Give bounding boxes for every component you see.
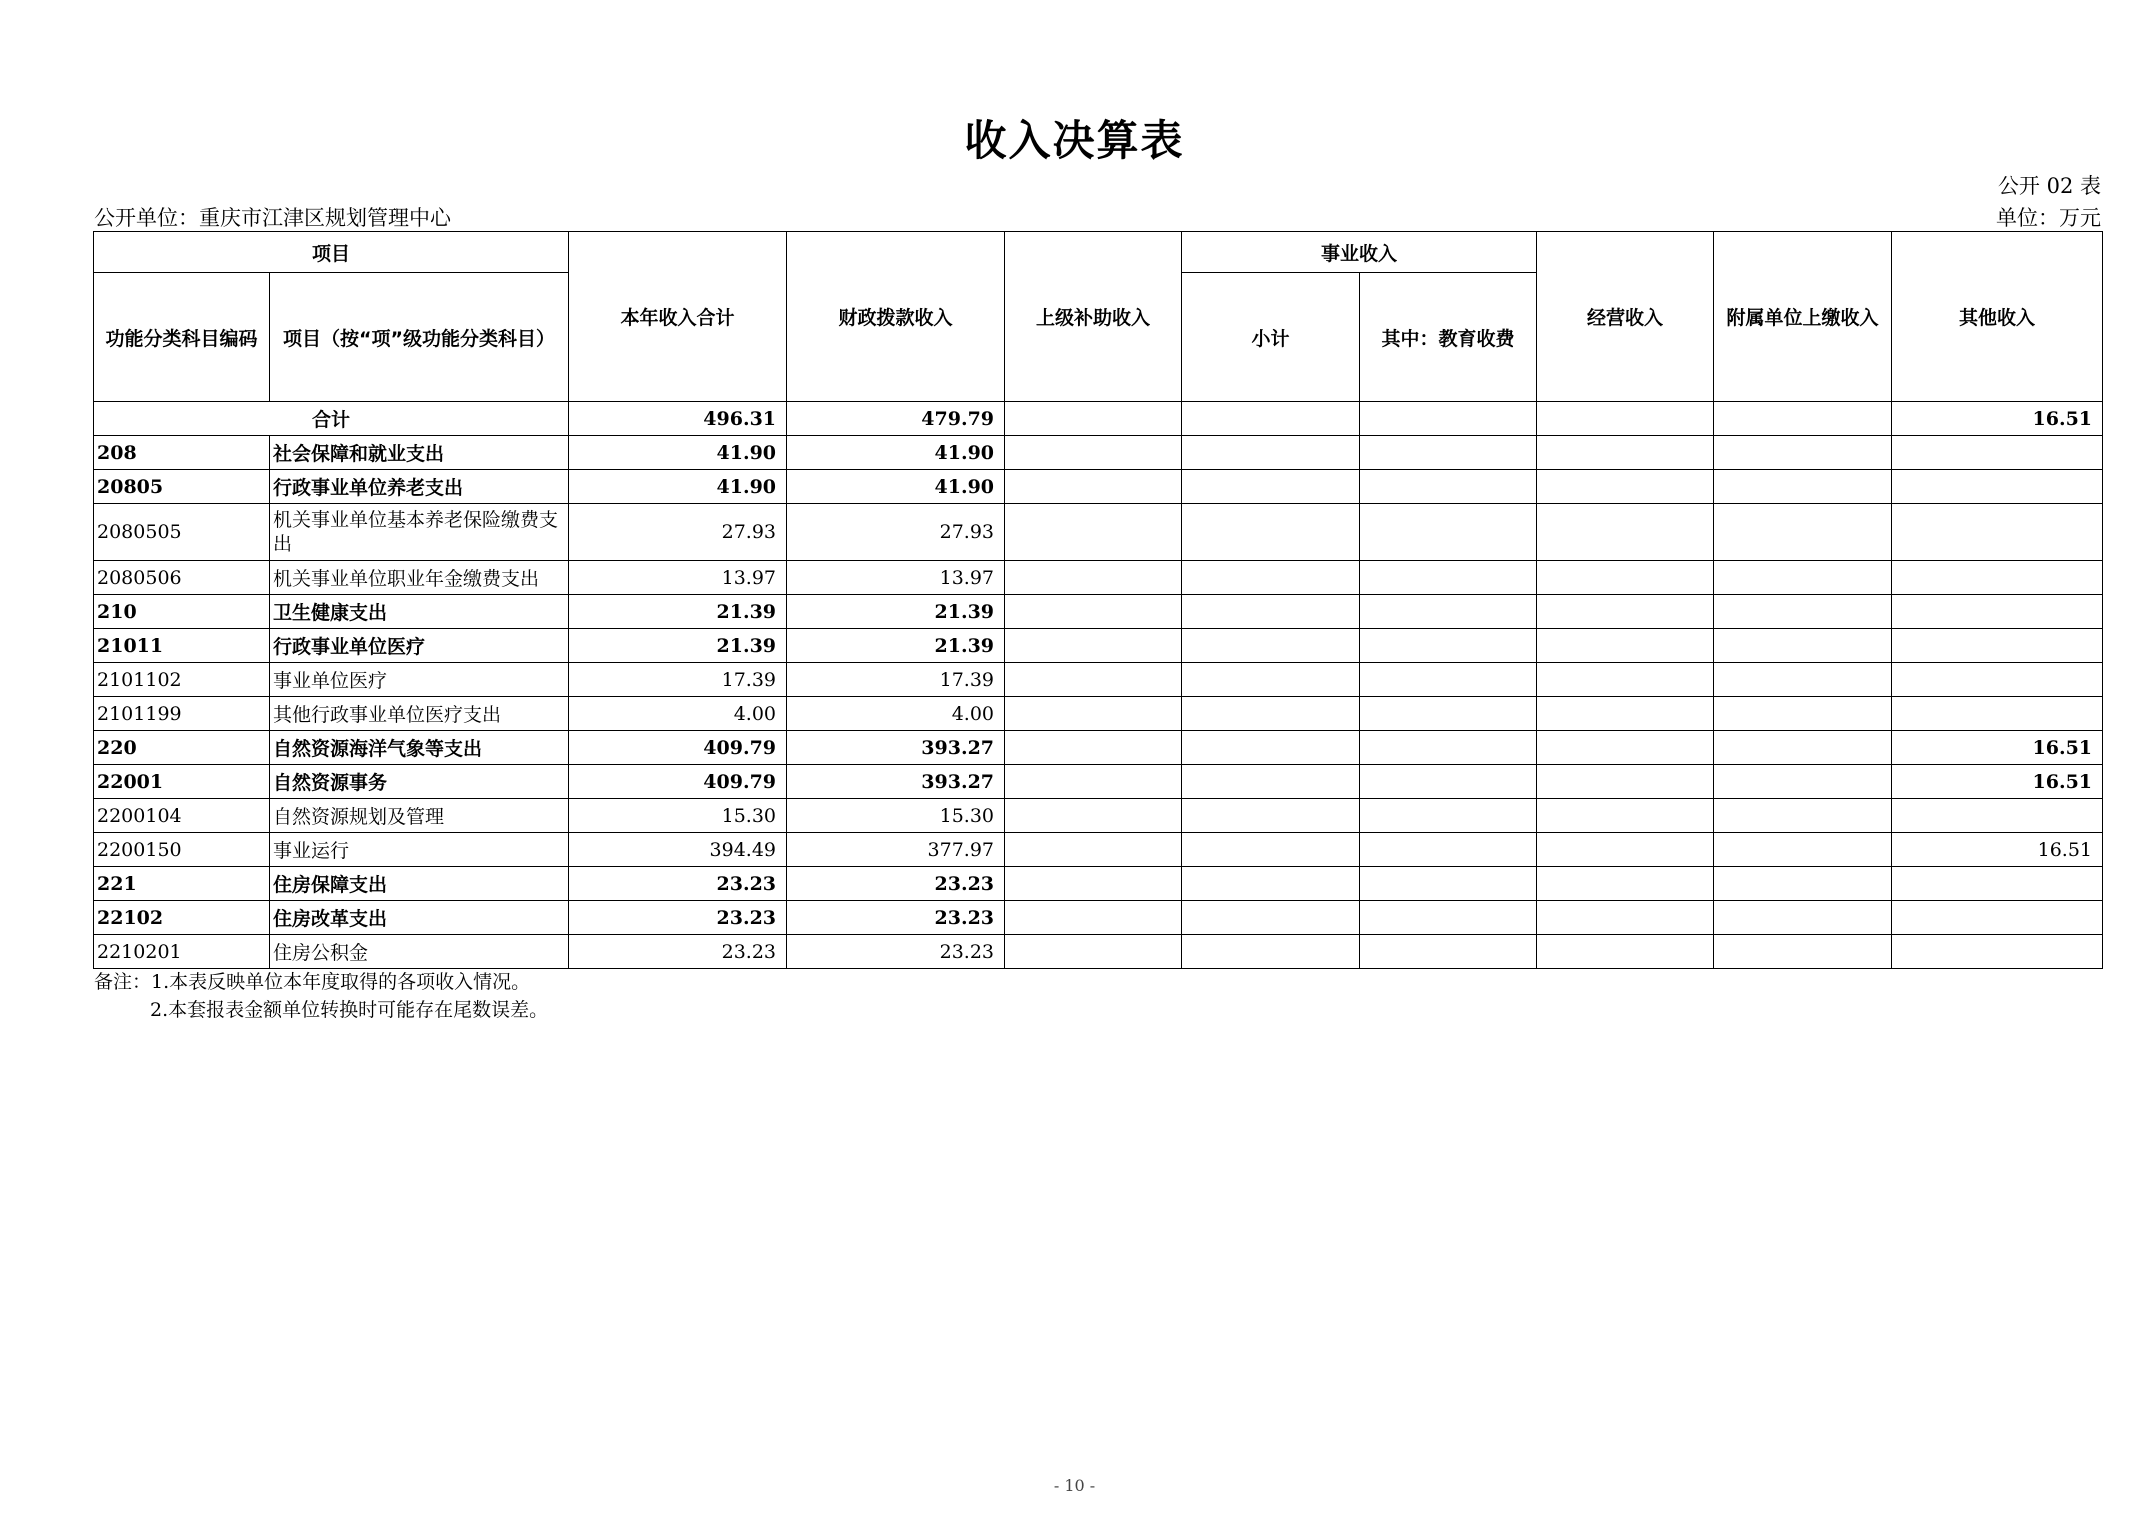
header-superior: 上级补助收入 [1005,232,1182,402]
notes [94,968,548,1024]
row-code: 20805 [94,470,270,504]
row-education [1360,799,1537,833]
table-row [94,629,2103,663]
row-code: 210 [94,595,270,629]
row-education [1360,867,1537,901]
row-fiscal: 23.23 [787,867,1005,901]
row-affiliated [1714,663,1892,697]
currency-unit: 单位：万元 [1996,206,2101,230]
header-affiliated: 附属单位上缴收入 [1714,232,1892,402]
table-row [94,470,2103,504]
row-total: 23.23 [569,867,787,901]
header-total: 本年收入合计 [569,232,787,402]
total-row [94,402,2103,436]
note-line-2: 2.本套报表金额单位转换时可能存在尾数误差。 [150,999,549,1021]
header-name: 项目（按“项”级功能分类科目） [270,273,569,402]
row-name: 其他行政事业单位医疗支出 [270,697,569,731]
header-code: 功能分类科目编码 [94,273,270,402]
row-operating [1537,901,1714,935]
row-operating [1537,833,1714,867]
row-total: 13.97 [569,561,787,595]
row-operating [1537,663,1714,697]
row-subtotal [1182,799,1360,833]
total-total: 496.31 [569,402,787,436]
row-other [1892,436,2103,470]
row-superior [1005,697,1182,731]
row-fiscal: 13.97 [787,561,1005,595]
row-fiscal: 393.27 [787,731,1005,765]
row-superior [1005,765,1182,799]
row-superior [1005,663,1182,697]
row-subtotal [1182,470,1360,504]
row-superior [1005,935,1182,969]
row-total: 17.39 [569,663,787,697]
row-other [1892,595,2103,629]
row-subtotal [1182,436,1360,470]
row-code: 22001 [94,765,270,799]
row-affiliated [1714,935,1892,969]
row-operating [1537,470,1714,504]
row-education [1360,561,1537,595]
row-fiscal: 21.39 [787,595,1005,629]
row-superior [1005,867,1182,901]
row-fiscal: 23.23 [787,901,1005,935]
row-code: 21011 [94,629,270,663]
row-code: 22102 [94,901,270,935]
row-other [1892,663,2103,697]
table-row [94,935,2103,969]
row-name: 自然资源事务 [270,765,569,799]
row-other [1892,697,2103,731]
row-name: 事业单位医疗 [270,663,569,697]
header-operating: 经营收入 [1537,232,1714,402]
row-operating [1537,436,1714,470]
row-total: 15.30 [569,799,787,833]
row-operating [1537,765,1714,799]
row-name: 行政事业单位养老支出 [270,470,569,504]
row-code: 2200150 [94,833,270,867]
row-name: 自然资源规划及管理 [270,799,569,833]
reporting-unit: 公开单位：重庆市江津区规划管理中心 [94,206,451,230]
row-other: 16.51 [1892,833,2103,867]
row-superior [1005,595,1182,629]
row-education [1360,436,1537,470]
row-affiliated [1714,901,1892,935]
row-name: 住房公积金 [270,935,569,969]
row-affiliated [1714,436,1892,470]
row-affiliated [1714,697,1892,731]
row-education [1360,731,1537,765]
header-business: 事业收入 [1182,232,1537,273]
header-fiscal: 财政拨款收入 [787,232,1005,402]
row-affiliated [1714,799,1892,833]
row-total: 27.93 [569,504,787,561]
row-code: 2210201 [94,935,270,969]
total-superior [1005,402,1182,436]
row-name: 机关事业单位职业年金缴费支出 [270,561,569,595]
row-operating [1537,935,1714,969]
form-number: 公开 02 表 [1997,174,2101,198]
row-education [1360,629,1537,663]
row-superior [1005,799,1182,833]
row-operating [1537,799,1714,833]
row-fiscal: 377.97 [787,833,1005,867]
row-affiliated [1714,867,1892,901]
row-name: 机关事业单位基本养老保险缴费支出 [270,504,569,561]
row-fiscal: 17.39 [787,663,1005,697]
row-education [1360,697,1537,731]
table-row [94,561,2103,595]
row-total: 409.79 [569,765,787,799]
row-superior [1005,470,1182,504]
row-superior [1005,833,1182,867]
row-affiliated [1714,629,1892,663]
row-total: 23.23 [569,935,787,969]
row-total: 409.79 [569,731,787,765]
total-subtotal [1182,402,1360,436]
row-superior [1005,436,1182,470]
row-code: 208 [94,436,270,470]
row-total: 23.23 [569,901,787,935]
row-education [1360,663,1537,697]
row-subtotal [1182,504,1360,561]
row-operating [1537,595,1714,629]
row-affiliated [1714,765,1892,799]
row-code: 2101102 [94,663,270,697]
row-subtotal [1182,663,1360,697]
row-operating [1537,561,1714,595]
row-operating [1537,697,1714,731]
row-subtotal [1182,901,1360,935]
row-superior [1005,561,1182,595]
row-subtotal [1182,731,1360,765]
total-education [1360,402,1537,436]
row-name: 行政事业单位医疗 [270,629,569,663]
row-education [1360,833,1537,867]
row-affiliated [1714,731,1892,765]
total-affiliated [1714,402,1892,436]
table-row [94,765,2103,799]
row-total: 394.49 [569,833,787,867]
row-affiliated [1714,561,1892,595]
row-name: 事业运行 [270,833,569,867]
table-row [94,799,2103,833]
row-superior [1005,731,1182,765]
row-total: 41.90 [569,470,787,504]
total-operating [1537,402,1714,436]
row-fiscal: 27.93 [787,504,1005,561]
row-subtotal [1182,935,1360,969]
row-total: 21.39 [569,629,787,663]
note-line-1: 备注：1.本表反映单位本年度取得的各项收入情况。 [94,971,531,993]
row-other [1892,901,2103,935]
row-other: 16.51 [1892,765,2103,799]
header-item: 项目 [94,232,569,273]
row-fiscal: 41.90 [787,436,1005,470]
row-other [1892,867,2103,901]
row-code: 2101199 [94,697,270,731]
row-education [1360,595,1537,629]
row-fiscal: 4.00 [787,697,1005,731]
row-subtotal [1182,629,1360,663]
table-row [94,901,2103,935]
row-name: 住房改革支出 [270,901,569,935]
row-education [1360,935,1537,969]
row-other [1892,561,2103,595]
row-other [1892,504,2103,561]
page-number: - 10 - [1053,1476,1096,1495]
row-education [1360,765,1537,799]
row-superior [1005,504,1182,561]
table-row [94,833,2103,867]
row-subtotal [1182,595,1360,629]
row-affiliated [1714,833,1892,867]
total-other: 16.51 [1892,402,2103,436]
row-operating [1537,731,1714,765]
row-subtotal [1182,561,1360,595]
table-row [94,697,2103,731]
header-subtotal: 小计 [1182,273,1360,402]
row-fiscal: 15.30 [787,799,1005,833]
total-label: 合计 [94,402,569,436]
row-education [1360,901,1537,935]
row-code: 2200104 [94,799,270,833]
header-education: 其中：教育收费 [1360,273,1537,402]
row-subtotal [1182,833,1360,867]
row-operating [1537,504,1714,561]
row-total: 41.90 [569,436,787,470]
row-name: 住房保障支出 [270,867,569,901]
row-other [1892,629,2103,663]
header-other: 其他收入 [1892,232,2103,402]
row-other: 16.51 [1892,731,2103,765]
row-total: 21.39 [569,595,787,629]
row-other [1892,470,2103,504]
row-name: 社会保障和就业支出 [270,436,569,470]
table-row [94,663,2103,697]
row-education [1360,504,1537,561]
row-affiliated [1714,470,1892,504]
income-table [93,231,2103,969]
row-superior [1005,901,1182,935]
row-affiliated [1714,595,1892,629]
row-code: 2080506 [94,561,270,595]
row-fiscal: 23.23 [787,935,1005,969]
total-fiscal: 479.79 [787,402,1005,436]
row-affiliated [1714,504,1892,561]
table-row [94,504,2103,561]
row-subtotal [1182,867,1360,901]
row-superior [1005,629,1182,663]
row-code: 220 [94,731,270,765]
row-name: 卫生健康支出 [270,595,569,629]
row-code: 2080505 [94,504,270,561]
table-row [94,436,2103,470]
row-subtotal [1182,765,1360,799]
row-fiscal: 41.90 [787,470,1005,504]
row-operating [1537,867,1714,901]
page-title: 收入决算表 [964,116,1185,165]
row-fiscal: 21.39 [787,629,1005,663]
row-total: 4.00 [569,697,787,731]
row-fiscal: 393.27 [787,765,1005,799]
table-row [94,731,2103,765]
row-other [1892,799,2103,833]
table-row [94,595,2103,629]
table-row [94,867,2103,901]
row-code: 221 [94,867,270,901]
row-operating [1537,629,1714,663]
row-other [1892,935,2103,969]
row-subtotal [1182,697,1360,731]
row-education [1360,470,1537,504]
row-name: 自然资源海洋气象等支出 [270,731,569,765]
